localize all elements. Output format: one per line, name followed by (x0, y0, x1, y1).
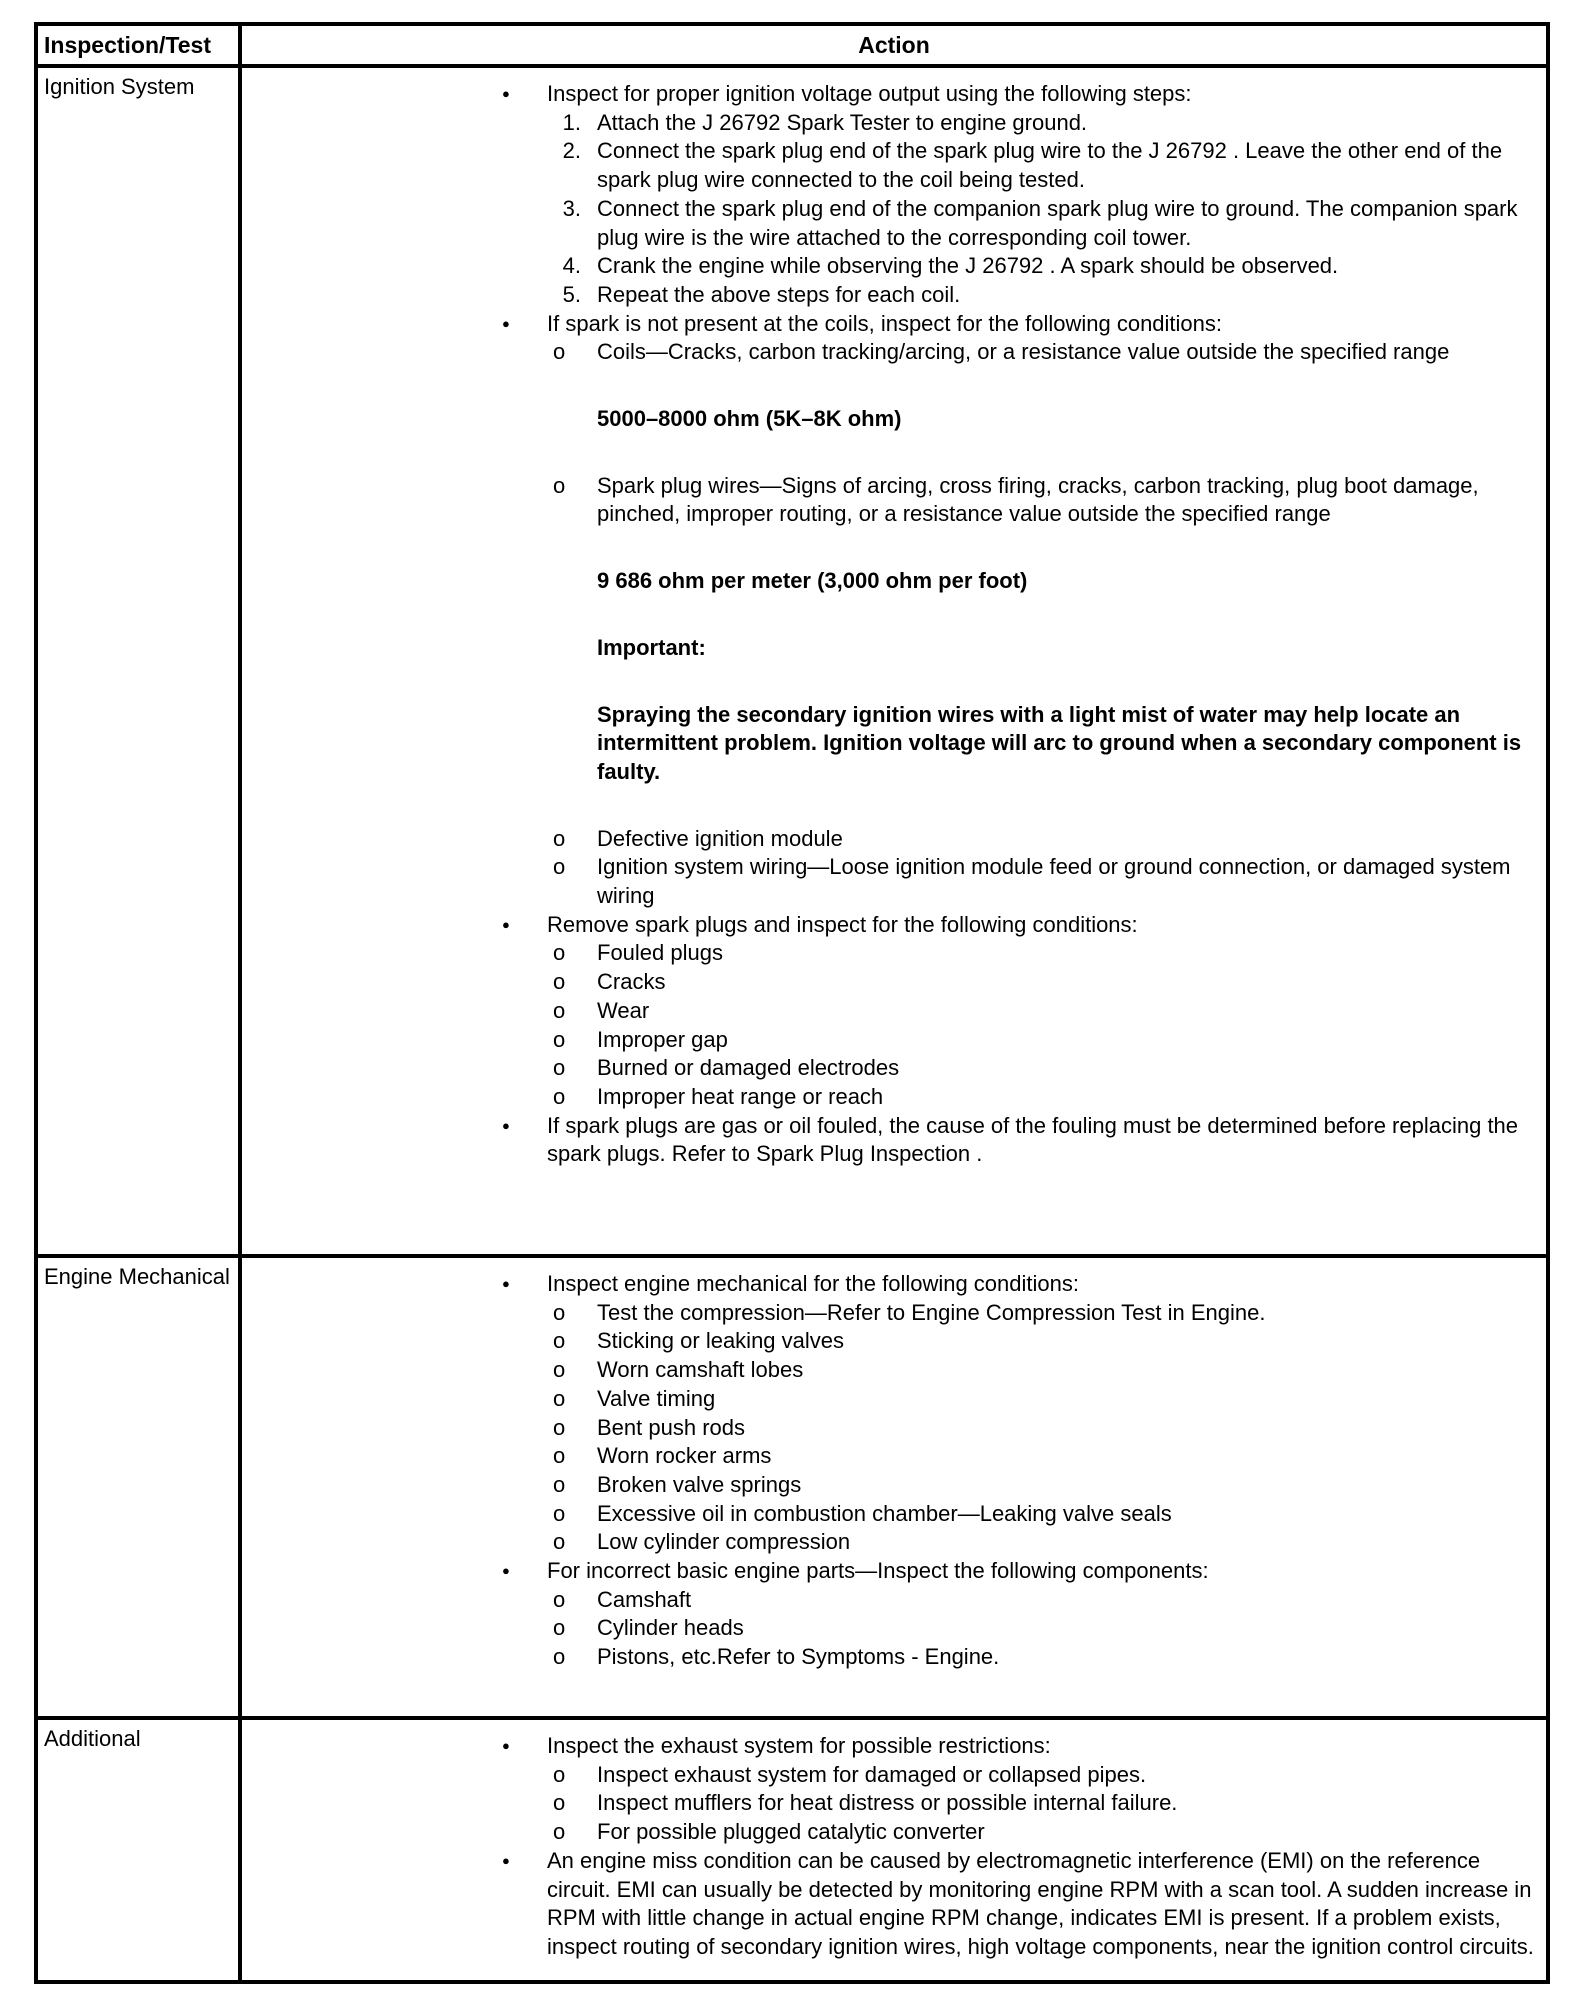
list-item: 2. Connect the spark plug end of the spark plug wire to the J 26792 . Leave the other end of the spark plug wire connected to the coil being tested. (562, 138, 1503, 193)
list-item: o Improper gap (547, 1026, 1542, 1055)
list-item (242, 310, 1546, 911)
list-item: o Pistons, etc.Refer to Symptoms - Engine. (547, 1643, 1542, 1672)
list-item: o Bent push rods (547, 1414, 1542, 1443)
list-item: o Coils—Cracks, carbon tracking/arcing, or a resistance value outside the specified range (547, 338, 1542, 367)
wire-resistance-spec: 9 686 ohm per meter (3,000 ohm per foot) (597, 568, 1028, 594)
list-item: o Ignition system wiring—Loose ignition module feed or ground connection, or damaged system wiring (547, 853, 1542, 910)
additional-actions (242, 1732, 1546, 1962)
list-item: o Sticking or leaking valves (547, 1327, 1542, 1356)
bullet-text: Remove spark plugs and inspect for the following conditions: (547, 911, 1138, 937)
list-item (242, 1557, 1546, 1672)
bullet-text: An engine miss condition can be caused by electromagnetic interference (EMI) on the reference circuit. EMI can usually be detected by monitoring engine RPM with a scan tool. A sudden increase in RPM with little change in actual engine RPM change, indicates EMI is present. If a problem exists, inspect routing of secondary ignition wires, high voltage components, near the ignition control circuits. (547, 1847, 1534, 1959)
steps-list (547, 109, 1542, 310)
list-item: o Wear (547, 997, 1542, 1026)
list-item: o Valve timing (547, 1385, 1542, 1414)
important-note: Spraying the secondary ignition wires with a light mist of water may help locate an intermittent problem. Ignition voltage will arc to ground when a secondary component is faulty. (597, 701, 1522, 784)
bullet-text: If spark is not present at the coils, inspect for the following conditions: (547, 310, 1223, 336)
list-item: o Cylinder heads (547, 1614, 1542, 1643)
list-item: o Inspect mufflers for heat distress or possible internal failure. (547, 1789, 1542, 1818)
list-item: o Excessive oil in combustion chamber—Leaking valve seals (547, 1500, 1542, 1529)
list-item: o Spark plug wires—Signs of arcing, cross firing, cracks, carbon tracking, plug boot damage, pinched, improper routing, or a resistance value outside the specified range (547, 472, 1542, 529)
list-item: o Burned or damaged electrodes (547, 1054, 1542, 1083)
row-ignition-system (38, 68, 1546, 1254)
bullet-text: If spark plugs are gas or oil fouled, the cause of the fouling must be determined before replacing the spark plugs. Refer to Spark Plug Inspection . (547, 1112, 1519, 1167)
list-item: o Defective ignition module (547, 825, 1542, 854)
list-item (242, 80, 1546, 310)
list-item (242, 1732, 1546, 1847)
bullet-text: For incorrect basic engine parts—Inspect the following components: (547, 1558, 1209, 1584)
engine-actions (242, 1270, 1546, 1672)
bullet-text: Inspect the exhaust system for possible restrictions: (547, 1733, 1051, 1758)
list-item: o For possible plugged catalytic converter (547, 1818, 1542, 1847)
list-item (242, 911, 1546, 1112)
ignition-actions (242, 80, 1546, 1169)
list-item: 5. Repeat the above steps for each coil. (562, 281, 961, 307)
list-item: o Improper heat range or reach (547, 1083, 1542, 1112)
inspection-table (34, 22, 1550, 1984)
list-item (242, 1112, 1546, 1169)
list-item: o Worn rocker arms (547, 1442, 1542, 1471)
list-item: 3. Connect the spark plug end of the companion spark plug wire to ground. The companion spark plug wire is the wire attached to the corresponding coil tower. (562, 195, 1518, 250)
row-label-engine: Engine Mechanical (44, 1264, 230, 1289)
coil-resistance-spec: 5000–8000 ohm (5K–8K ohm) (597, 406, 902, 432)
list-item: 1. Attach the J 26792 Spark Tester to engine ground. (562, 109, 1088, 135)
list-item: o Cracks (547, 968, 1542, 997)
list-item: o Fouled plugs (547, 939, 1542, 968)
bullet-text: Inspect for proper ignition voltage output using the following steps: (547, 81, 1192, 106)
row-engine-mechanical (38, 1258, 1546, 1716)
header-action: Action (858, 32, 930, 58)
row-label-additional: Additional (44, 1726, 141, 1751)
list-item: 4. Crank the engine while observing the J 26792 . A spark should be observed. (562, 253, 1339, 279)
list-item (242, 1847, 1546, 1962)
list-item (242, 1270, 1546, 1557)
row-label-ignition: Ignition System (44, 74, 195, 99)
list-item: o Worn camshaft lobes (547, 1356, 1542, 1385)
list-item: o Broken valve springs (547, 1471, 1542, 1500)
bullet-text: Inspect engine mechanical for the following conditions: (547, 1271, 1079, 1296)
list-item: o Camshaft (547, 1586, 1542, 1615)
header-inspection-test: Inspection/Test (44, 32, 211, 58)
row-additional (38, 1720, 1546, 1984)
list-item: o Low cylinder compression (547, 1528, 1542, 1557)
important-label: Important: (597, 634, 706, 660)
list-item: o Inspect exhaust system for damaged or collapsed pipes. (547, 1761, 1542, 1790)
list-item: o Test the compression—Refer to Engine Compression Test in Engine. (547, 1299, 1542, 1328)
